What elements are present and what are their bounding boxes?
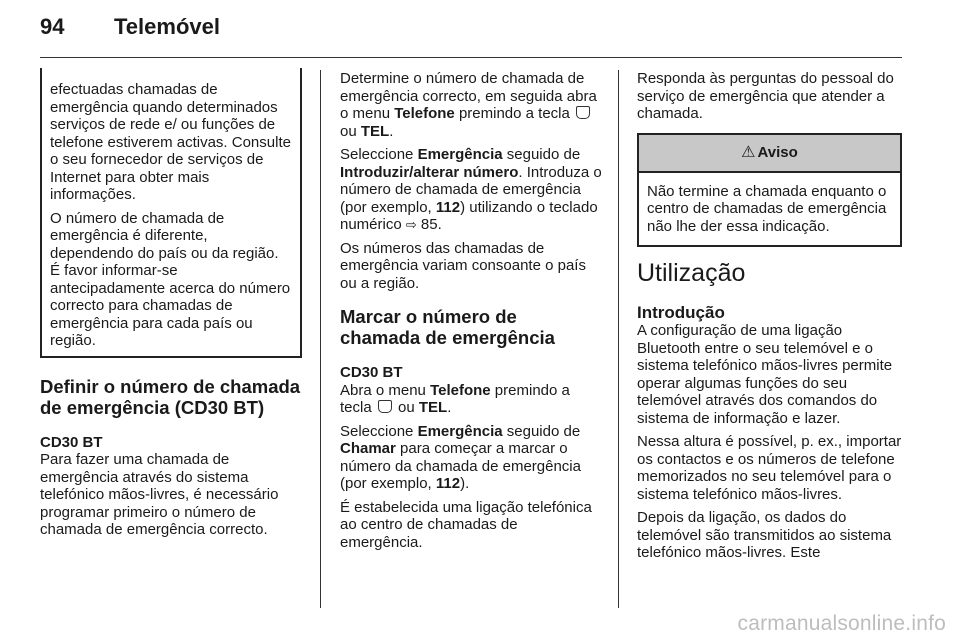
menu-name: Telefone — [394, 105, 455, 122]
menu-item-name: Emergência — [417, 146, 503, 163]
text-run: Determine o número de chamada de emergência correcto, em seguida abra o menu — [340, 70, 597, 122]
text-run: ). — [460, 475, 470, 492]
menu-item-name: Introduzir/alterar número — [340, 163, 519, 181]
text-run: Seleccione — [340, 146, 418, 163]
key-name: TEL — [360, 122, 390, 140]
text-run: seguido de — [502, 422, 581, 440]
subheading: CD30 BT — [40, 433, 103, 451]
text-run: . — [447, 399, 452, 416]
continued-note-box — [40, 68, 302, 358]
body-paragraph — [340, 382, 602, 417]
column-divider — [320, 70, 321, 608]
text-run: ) utilizando o teclado numérico — [340, 198, 598, 233]
note-paragraph: O número de chamada de emergência é diferente, dependendo do país ou da região. É favor informar-se antecipadamente acerca do número correcto para chamadas de emergência para cada país ou região. — [50, 209, 291, 349]
column-divider — [618, 70, 619, 608]
body-paragraph: É estabelecida uma ligação telefónica ao centro de chamadas de emergência. — [340, 498, 592, 551]
text-run: premindo a tecla — [340, 381, 570, 416]
body-paragraph — [340, 70, 602, 140]
page-title: Telemóvel — [114, 14, 220, 39]
text-run: Seleccione — [340, 422, 418, 440]
watermark: carmanualsonline.info — [737, 612, 946, 635]
body-paragraph: Depois da ligação, os dados do telemóvel são transmitidos ao sistema telefónico mãos-livres. Este — [637, 509, 892, 561]
column-1 — [40, 70, 302, 545]
text-run: . Introduza o número de chamada de emergência (por exemplo, — [340, 163, 602, 216]
warning-text: Não termine a chamada enquanto o centro de chamadas de emergência não lhe der essa indicação. — [647, 182, 887, 235]
body-paragraph — [340, 146, 602, 234]
warning-triangle-icon: ⚠ — [741, 143, 756, 161]
body-paragraph: Os números das chamadas de emergência variam consoante o país ou a região. — [340, 239, 586, 292]
body-paragraph: Responda às perguntas do pessoal do serviço de emergência que atender a chamada. — [637, 70, 894, 122]
key-name: TEL — [418, 399, 448, 416]
phone-key-icon — [378, 400, 392, 413]
text-run: premindo a tecla — [454, 105, 575, 122]
number: 112 — [435, 475, 461, 492]
body-paragraph: Nessa altura é possível, p. ex., importar os contactos e os números de telefone memorizados no seu telemóvel para o sistema telefónico mãos-livres. — [637, 433, 902, 503]
menu-item-name: Chamar — [340, 440, 396, 457]
number: 112 — [435, 198, 461, 216]
header-rule — [40, 57, 902, 58]
menu-item-name: Emergência — [417, 422, 503, 440]
section-heading: Definir o número de chamada de emergência (CD30 BT) — [40, 375, 301, 418]
body-paragraph — [340, 423, 602, 493]
text-run: ou — [393, 399, 419, 416]
page-reference: 85. — [416, 216, 442, 233]
body-paragraph: A configuração de uma ligação Bluetooth entre o seu telemóvel e o sistema telefónico mãos-livres permite operar algumas funções do seu telemóvel através dos comandos do sistema de informação e lazer. — [637, 322, 893, 427]
warning-header — [639, 135, 900, 173]
body-paragraph: Para fazer uma chamada de emergência através do sistema telefónico mãos-livres, é necessário programar primeiro o número de chamada de emergência correcto. — [40, 451, 279, 538]
text-run: . — [389, 122, 394, 140]
subheading: Introdução — [637, 303, 725, 322]
warning-title: Aviso — [757, 143, 798, 161]
subheading: CD30 BT — [340, 364, 403, 381]
menu-name: Telefone — [430, 381, 491, 399]
text-run: Abra o menu — [340, 381, 431, 399]
column-2 — [340, 70, 602, 557]
section-heading: Marcar o número de chamada de emergência — [340, 306, 555, 348]
warning-box — [637, 133, 902, 248]
note-paragraph: efectuadas chamadas de emergência quando determinados serviços de rede e/ ou funções de telefone estiverem activas. Consulte o seu fornecedor de serviços de Internet para obter mais informações. — [50, 81, 291, 203]
column-3 — [637, 70, 902, 568]
page-number: 94 — [40, 14, 65, 39]
text-run: seguido de — [502, 146, 581, 163]
text-run: ou — [340, 122, 361, 140]
page-reference-icon: ⇨ — [405, 217, 417, 232]
phone-key-icon — [576, 106, 590, 119]
text-run: para começar a marcar o número da chamada de emergência (por exemplo, — [340, 440, 581, 492]
chapter-heading: Utilização — [637, 259, 746, 287]
